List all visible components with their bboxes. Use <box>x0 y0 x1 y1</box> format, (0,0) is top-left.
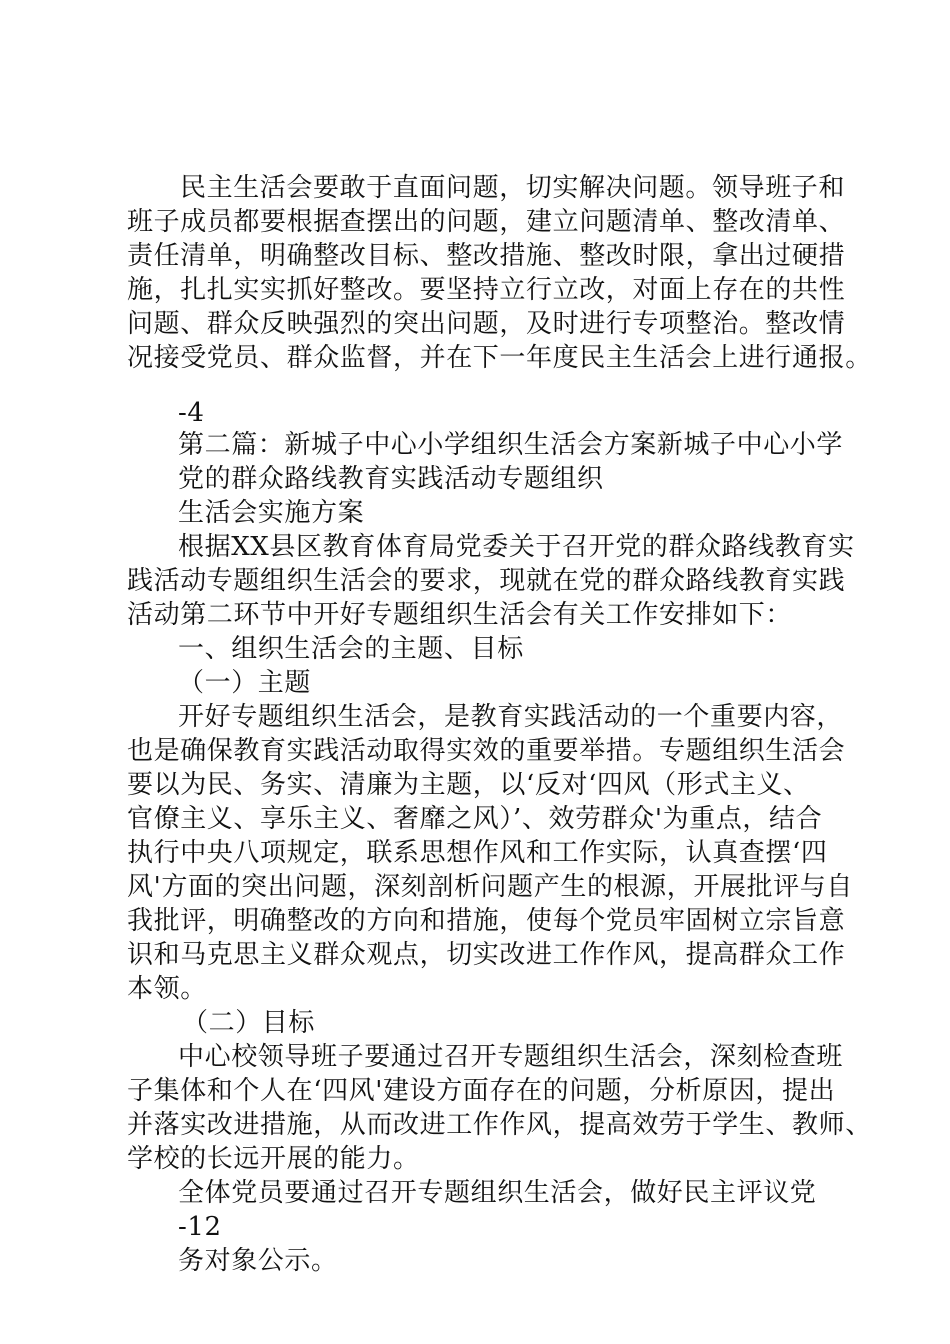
paragraph-line: 我批评，明确整改的方向和措施，使每个党员牢固树立宗旨意 <box>127 906 846 936</box>
paragraph-line: 执行中央八项规定，联系思想作风和工作实际，认真查摆‘四 <box>127 838 828 868</box>
paragraph-line: 学校的长远开展的能力。 <box>127 1144 420 1174</box>
paragraph-line: 践活动专题组织生活会的要求，现就在党的群众路线教育实践 <box>127 566 846 596</box>
page-marker: -12 <box>178 1212 222 1242</box>
paragraph-line: 活动第二环节中开好专题组织生活会有关工作安排如下： <box>127 600 793 630</box>
paragraph-line: 班子成员都要根据查摆出的问题，建立问题清单、整改清单、 <box>127 207 846 237</box>
paragraph-line: 责任清单，明确整改目标、整改措施、整改时限，拿出过硬措 <box>127 241 846 271</box>
paragraph-line: 官僚主义、享乐主义、奢靡之风）’、效劳群众'为重点，结合 <box>127 804 823 834</box>
paragraph-line: 民主生活会要敢于直面问题，切实解决问题。领导班子和 <box>180 173 846 203</box>
paragraph-line: 全体党员要通过召开专题组织生活会，做好民主评议党 <box>178 1178 817 1208</box>
paragraph-line: 开好专题组织生活会，是教育实践活动的一个重要内容， <box>178 702 844 732</box>
section-heading: 一、组织生活会的主题、目标 <box>178 634 524 664</box>
subsection-heading: （一）主题 <box>178 668 312 698</box>
paragraph-line: 中心校领导班子要通过召开专题组织生活会，深刻检查班 <box>178 1042 844 1072</box>
paragraph-line: 根据XX县区教育体育局党委关于召开党的群众路线教育实 <box>178 532 855 562</box>
paragraph-line: 风'方面的突出问题，深刻剖析问题产生的根源，开展批评与自 <box>127 872 853 902</box>
paragraph-line: 要以为民、务实、清廉为主题，以‘反对‘四风（形式主义、 <box>127 770 810 800</box>
paragraph-line: 识和马克思主义群众观点，切实改进工作作风，提高群众工作 <box>127 940 846 970</box>
paragraph-line: 务对象公示。 <box>178 1246 338 1276</box>
paragraph-line: 况接受党员、群众监督，并在下一年度民主生活会上进行通报。 <box>127 343 872 373</box>
document-title-line: 党的群众路线教育实践活动专题组织 <box>178 464 604 494</box>
paragraph-line: 问题、群众反映强烈的突出问题，及时进行专项整治。整改情 <box>127 309 846 339</box>
page-marker: -4 <box>178 398 205 428</box>
paragraph-line: 施，扎扎实实抓好整改。要坚持立行立改，对面上存在的共性 <box>127 275 846 305</box>
document-title-line: 第二篇：新城子中心小学组织生活会方案新城子中心小学 <box>178 430 844 460</box>
paragraph-line: 本领。 <box>127 974 207 1004</box>
paragraph-line: 子集体和个人在‘四风'建设方面存在的问题，分析原因，提出 <box>127 1076 836 1106</box>
document-title-line: 生活会实施方案 <box>178 498 365 528</box>
subsection-heading: （二）目标 <box>182 1008 316 1038</box>
paragraph-line: 并落实改进措施，从而改进工作作风，提高效劳于学生、教师、 <box>127 1110 872 1140</box>
paragraph-line: 也是确保教育实践活动取得实效的重要举措。专题组织生活会 <box>127 736 846 766</box>
